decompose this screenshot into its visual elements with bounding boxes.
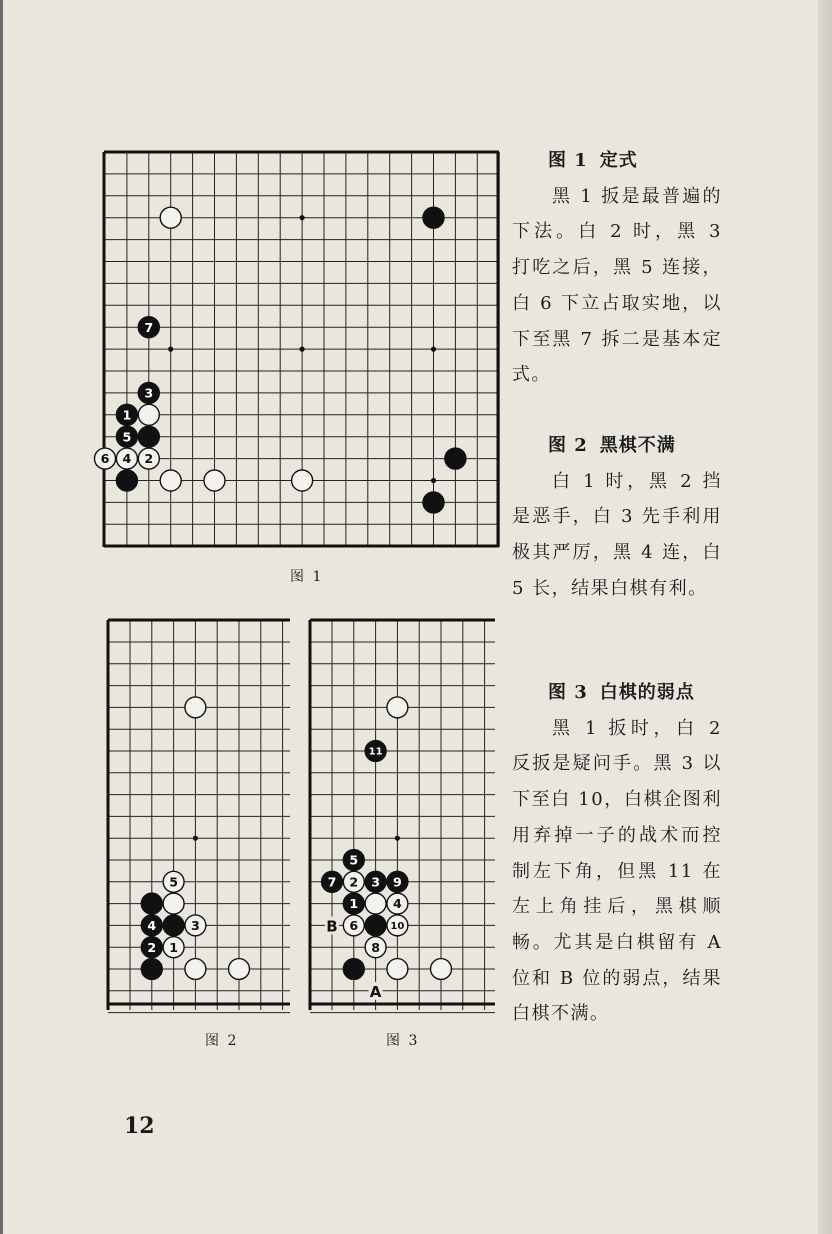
section-2-body: 白 1 时，黑 2 挡是恶手，白 3 先手利用极其严厉，黑 4 连，白 5 长，结果白棋有利。 <box>512 470 722 599</box>
white-stone <box>94 448 115 469</box>
white-stone <box>116 448 137 469</box>
black-stone <box>343 850 364 871</box>
stone-number-label: 4 <box>393 896 402 912</box>
white-stone <box>185 959 206 980</box>
section-2-heading <box>512 428 722 464</box>
black-stone <box>343 893 364 914</box>
star-point <box>168 347 173 352</box>
stone-number-label: 2 <box>349 874 359 890</box>
star-point <box>193 836 198 841</box>
black-stone <box>138 382 159 403</box>
figure-2-caption: 图 2 <box>205 1033 239 1049</box>
white-stone <box>343 871 364 892</box>
stone-number-label: 5 <box>122 429 132 445</box>
figure-3-caption: 图 3 <box>386 1033 420 1049</box>
page-number: 12 <box>124 1113 155 1139</box>
point-marker-label: B <box>326 917 338 936</box>
text-section-1 <box>512 143 722 393</box>
star-point <box>431 478 436 483</box>
section-3-heading-num: 图 3 <box>548 682 588 703</box>
stone-number-label: 1 <box>349 896 359 912</box>
stone-number-label: 10 <box>390 921 405 933</box>
figure-2-board-svg <box>108 620 290 1010</box>
page-edge-left <box>0 0 3 1234</box>
black-stone <box>141 893 162 914</box>
section-2-heading-title: 黑棋不满 <box>599 435 676 456</box>
white-stone <box>160 207 181 228</box>
stone-number-label: 4 <box>147 917 157 933</box>
black-stone <box>365 915 386 936</box>
stone-number-label: 11 <box>368 746 383 758</box>
white-stone <box>185 697 206 718</box>
figure-1-board <box>100 152 499 547</box>
figure-1-caption: 图 1 <box>290 569 324 585</box>
black-stone <box>141 937 162 958</box>
white-stone <box>204 470 225 491</box>
stone-number-label: 3 <box>191 917 200 933</box>
black-stone <box>116 470 137 491</box>
stone-number-label: 8 <box>371 939 380 955</box>
section-1-heading <box>512 143 722 179</box>
page-edge-right <box>818 0 832 1234</box>
stone-number-label: 6 <box>100 451 110 467</box>
stone-number-label: 5 <box>349 852 359 868</box>
section-2-heading-num: 图 2 <box>548 435 588 456</box>
section-3-heading-title: 白棋的弱点 <box>599 682 695 703</box>
figure-3-board-svg <box>310 620 495 1010</box>
white-stone <box>431 959 452 980</box>
white-stone <box>138 448 159 469</box>
white-stone <box>387 893 408 914</box>
figure-2-board <box>108 620 290 1010</box>
stone-number-label: 7 <box>144 319 154 335</box>
stone-number-label: 6 <box>349 917 359 933</box>
white-stone <box>185 915 206 936</box>
star-point <box>300 215 305 220</box>
black-stone <box>138 426 159 447</box>
black-stone <box>343 959 364 980</box>
black-stone <box>141 915 162 936</box>
white-stone <box>387 959 408 980</box>
black-stone <box>387 871 408 892</box>
white-stone <box>343 915 364 936</box>
text-section-3 <box>512 675 722 1032</box>
black-stone <box>116 426 137 447</box>
section-1-heading-num: 图 1 <box>548 150 588 171</box>
stone-number-label: 3 <box>371 874 380 890</box>
stone-number-label: 7 <box>327 874 337 890</box>
white-stone <box>292 470 313 491</box>
star-point <box>431 347 436 352</box>
white-stone <box>163 871 184 892</box>
white-stone <box>160 470 181 491</box>
text-section-2 <box>512 428 722 607</box>
stone-number-label: 2 <box>144 451 154 467</box>
black-stone <box>445 448 466 469</box>
black-stone <box>365 871 386 892</box>
stone-number-label: 4 <box>122 451 132 467</box>
stone-number-label: 1 <box>169 939 178 955</box>
white-stone <box>229 959 250 980</box>
star-point <box>300 347 305 352</box>
figure-1-board-svg <box>100 152 499 547</box>
black-stone <box>141 959 162 980</box>
stone-number-label: 1 <box>122 407 132 423</box>
black-stone <box>365 741 386 762</box>
section-1-heading-title: 定式 <box>599 150 638 171</box>
white-stone <box>138 404 159 425</box>
white-stone <box>365 937 386 958</box>
stone-number-label: 9 <box>393 874 402 890</box>
figure-3-board <box>310 620 495 1010</box>
black-stone <box>322 871 343 892</box>
stone-number-label: 5 <box>169 874 178 890</box>
white-stone <box>387 915 408 936</box>
white-stone <box>387 697 408 718</box>
section-3-body: 黑 1 扳时，白 2 反扳是疑问手。黑 3 以下至白 10，白棋企图利用弃掉一子的战术而控制左下角，但黑 11 在左上角挂后，黑棋顺畅。尤其是白棋留有 A 位和 B 位的弱点，结果白棋不满。 <box>512 717 722 1025</box>
section-1-body: 黑 1 扳是最普遍的下法。白 2 时，黑 3 打吃之后，黑 5 连接，白 6 下立占取实地，以下至黑 7 拆二是基本定式。 <box>512 185 722 386</box>
stone-number-label: 2 <box>147 939 157 955</box>
black-stone <box>138 317 159 338</box>
white-stone <box>163 893 184 914</box>
section-3-heading <box>512 675 722 711</box>
white-stone <box>163 937 184 958</box>
black-stone <box>116 404 137 425</box>
star-point <box>395 836 400 841</box>
black-stone <box>423 492 444 513</box>
black-stone <box>423 207 444 228</box>
stone-number-label: 3 <box>144 385 154 401</box>
point-marker-label: A <box>369 982 382 1001</box>
white-stone <box>365 893 386 914</box>
black-stone <box>163 915 184 936</box>
